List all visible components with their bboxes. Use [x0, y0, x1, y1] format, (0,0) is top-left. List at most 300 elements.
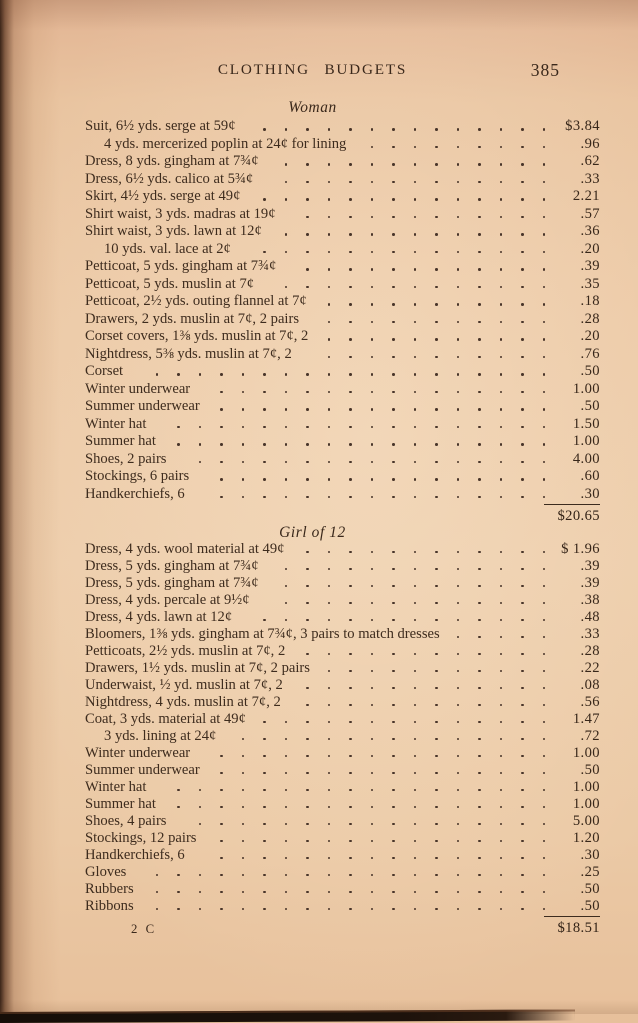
budget-row [85, 660, 600, 677]
leader-dot [457, 755, 460, 758]
leader-dot [349, 286, 352, 289]
leader-dot [478, 163, 481, 166]
item-amount: .50 [580, 881, 600, 897]
leader-dot [349, 478, 352, 481]
leader-dot [435, 391, 438, 394]
leader-dot [285, 426, 288, 429]
leader-dot [392, 461, 395, 464]
leader-dot [199, 461, 202, 464]
leader-dot [521, 619, 524, 622]
leader-dot [457, 551, 460, 554]
leader-dot [478, 408, 481, 411]
leader-dot [371, 268, 374, 271]
leader-dot [306, 216, 309, 219]
budget-row [85, 762, 600, 779]
leader-dot [328, 551, 331, 554]
leader-dot [392, 391, 395, 394]
leader-dot [435, 653, 438, 656]
leader-dot [177, 891, 180, 894]
leader-dot [285, 874, 288, 877]
leader-dot [328, 755, 331, 758]
leader-dot [177, 908, 180, 911]
leader-dot [328, 568, 331, 571]
leader-dot [457, 181, 460, 184]
leader-dot [478, 128, 481, 131]
leader-dot [478, 636, 481, 639]
leader-dot [414, 840, 417, 843]
leader-dot [457, 128, 460, 131]
item-amount: .30 [580, 847, 600, 863]
budget-row [85, 796, 600, 813]
item-amount: .38 [580, 592, 600, 608]
leader-dot [521, 128, 524, 131]
leader-dot [263, 721, 266, 724]
leader-dot [457, 233, 460, 236]
leader-dot [414, 216, 417, 219]
leader-dot [435, 198, 438, 201]
leader-dot [349, 823, 352, 826]
leader-dot [306, 585, 309, 588]
leader-dot [500, 128, 503, 131]
leader-dot [371, 443, 374, 446]
leader-dot [478, 391, 481, 394]
section-woman [85, 98, 600, 525]
leader-dot [177, 426, 180, 429]
leader-dot [521, 303, 524, 306]
leader-dot [500, 721, 503, 724]
leader-dot [435, 755, 438, 758]
leader-dot [242, 823, 245, 826]
leader-dot [306, 373, 309, 376]
leader-dot [371, 755, 374, 758]
leader-dot [457, 373, 460, 376]
item-amount: .50 [580, 398, 600, 414]
leader-dot [263, 408, 266, 411]
leader-dot [371, 840, 374, 843]
leader-dot [349, 408, 352, 411]
leader-dot [349, 373, 352, 376]
leader-dot [457, 146, 460, 149]
item-amount: .60 [580, 468, 600, 484]
leader-dot [285, 408, 288, 411]
leader-dot [500, 568, 503, 571]
leader-dot [349, 840, 352, 843]
leader-dot [371, 321, 374, 324]
leader-dot [500, 373, 503, 376]
leader-dot [371, 286, 374, 289]
item-amount: .72 [580, 728, 600, 744]
leader-dot [328, 891, 331, 894]
leader-dot [349, 687, 352, 690]
budget-row [85, 779, 600, 796]
leader-dot [500, 338, 503, 341]
leader-dot [457, 840, 460, 843]
item-label: Corset [85, 363, 124, 379]
item-amount: 1.47 [572, 711, 600, 727]
leader-dot [392, 268, 395, 271]
budget-list-girl [85, 541, 600, 915]
budget-row [85, 398, 600, 416]
leader-dot [478, 373, 481, 376]
leader-dot [457, 687, 460, 690]
leader-dot [392, 128, 395, 131]
leader-dot [371, 908, 374, 911]
leader-dot [285, 461, 288, 464]
leader-dot [242, 373, 245, 376]
leader-dot [457, 585, 460, 588]
leader-dot [328, 461, 331, 464]
leader-dot [435, 478, 438, 481]
leader-dot [414, 619, 417, 622]
leader-dot [220, 755, 223, 758]
budget-row [85, 136, 600, 154]
leader-dot [457, 602, 460, 605]
leader-dot [263, 478, 266, 481]
item-amount: .18 [580, 293, 600, 309]
item-amount: 4.00 [572, 450, 600, 467]
leader-dot [521, 338, 524, 341]
leader-dot [500, 755, 503, 758]
leader-dot [521, 772, 524, 775]
leader-dot [328, 772, 331, 775]
item-amount: .30 [580, 485, 600, 502]
leader-dot [478, 891, 481, 894]
leader-dot [478, 670, 481, 673]
budget-row [85, 188, 600, 206]
budget-row [85, 592, 600, 609]
leader-dot [414, 823, 417, 826]
leader-dot [285, 443, 288, 446]
leader-dot [285, 496, 288, 499]
leader-dot [435, 619, 438, 622]
leader-dot [500, 653, 503, 656]
leader-dot [328, 391, 331, 394]
leader-dot [457, 874, 460, 877]
leader-dot [521, 286, 524, 289]
leader-dot [328, 408, 331, 411]
leader-dot [392, 338, 395, 341]
leader-dot [435, 806, 438, 809]
leader-dot [285, 163, 288, 166]
leader-dot [414, 908, 417, 911]
leader-dot [457, 426, 460, 429]
leader-dot [500, 303, 503, 306]
leader-dot [543, 233, 546, 236]
leader-dot [457, 789, 460, 792]
leader-dot [263, 426, 266, 429]
leader-dot [478, 704, 481, 707]
leader-dot [306, 602, 309, 605]
leader-dot [328, 602, 331, 605]
leader-dot [242, 738, 245, 741]
leader-dot [285, 806, 288, 809]
leader-dot [543, 478, 546, 481]
budget-row [85, 223, 600, 241]
item-amount: .50 [580, 898, 600, 914]
leader-dot [521, 321, 524, 324]
leader-dot [371, 303, 374, 306]
leader-dot [478, 146, 481, 149]
leader-dot [414, 721, 417, 724]
leader-dot [263, 251, 266, 254]
leader-dot [220, 478, 223, 481]
leader-dot [371, 551, 374, 554]
total-row-woman [85, 503, 600, 525]
item-amount: .33 [580, 170, 600, 187]
leader-dot [263, 391, 266, 394]
leader-dot [414, 461, 417, 464]
leader-dot [500, 687, 503, 690]
leader-dot [177, 373, 180, 376]
budget-row [85, 206, 600, 224]
leader-dot [500, 636, 503, 639]
leader-dot [328, 286, 331, 289]
leader-dot [392, 874, 395, 877]
leader-dot [349, 251, 352, 254]
item-amount: $ 1.96 [561, 541, 600, 557]
item-label: Petticoats, 2½ yds. muslin at 7¢, 2 [85, 643, 286, 659]
item-label: Stockings, 6 pairs [85, 468, 190, 484]
leader-dot [349, 233, 352, 236]
section-girl-of-12 [85, 525, 600, 937]
leader-dot [392, 373, 395, 376]
leader-dot [371, 496, 374, 499]
budget-row [85, 171, 600, 189]
running-head: CLOTHING BUDGETS [217, 61, 408, 78]
leader-dot [285, 181, 288, 184]
leader-dot [478, 857, 481, 860]
leader-dot [414, 772, 417, 775]
item-amount: .08 [580, 677, 600, 693]
leader-dot [285, 602, 288, 605]
leader-dot [349, 268, 352, 271]
leader-dot [371, 772, 374, 775]
leader-dot [414, 356, 417, 359]
leader-dot [349, 738, 352, 741]
leader-dot [242, 755, 245, 758]
leader-dot [392, 704, 395, 707]
leader-dot [392, 163, 395, 166]
budget-row [85, 847, 600, 864]
leader-dot [371, 198, 374, 201]
leader-dot [435, 321, 438, 324]
leader-dot [220, 891, 223, 894]
leader-dot [500, 181, 503, 184]
leader-dot [392, 840, 395, 843]
leader-dot [457, 461, 460, 464]
leader-dot [220, 908, 223, 911]
leader-dot [263, 874, 266, 877]
leader-dot [500, 216, 503, 219]
leader-dot [500, 391, 503, 394]
leader-dot [500, 233, 503, 236]
leader-dot [521, 198, 524, 201]
budget-row [85, 643, 600, 660]
leader-dot [177, 806, 180, 809]
leader-dot [521, 356, 524, 359]
leader-dot [500, 146, 503, 149]
item-label: Suit, 6½ yds. serge at 59¢ [85, 118, 236, 134]
item-label: Drawers, 1½ yds. muslin at 7¢, 2 pairs [85, 660, 310, 676]
leader-dot [521, 478, 524, 481]
item-amount: 1.00 [572, 433, 600, 449]
leader-dot [500, 585, 503, 588]
leader-dot [285, 286, 288, 289]
leader-dot [392, 443, 395, 446]
leader-dot [521, 823, 524, 826]
leader-dot [543, 408, 546, 411]
leader-dot [500, 891, 503, 894]
leader-dot [478, 568, 481, 571]
leader-dot [263, 772, 266, 775]
leader-dot [414, 426, 417, 429]
leader-dot [478, 755, 481, 758]
leader-dot [521, 551, 524, 554]
leader-dot [306, 286, 309, 289]
leader-dot [371, 356, 374, 359]
leader-dot [457, 408, 460, 411]
leader-dot [156, 874, 159, 877]
leader-dot [521, 687, 524, 690]
leader-dot [435, 721, 438, 724]
item-amount: .20 [580, 240, 600, 257]
leader-dot [457, 321, 460, 324]
item-label: Underwaist, ½ yd. muslin at 7¢, 2 [85, 677, 283, 693]
leader-dot [521, 373, 524, 376]
leader-dot [371, 857, 374, 860]
leader-dot [199, 908, 202, 911]
leader-dot [414, 551, 417, 554]
leader-dot [500, 908, 503, 911]
item-label: Shirt waist, 3 yds. madras at 19¢ [85, 205, 276, 222]
item-amount: 1.50 [572, 415, 600, 432]
leader-dot [349, 704, 352, 707]
leader-dot [435, 408, 438, 411]
leader-dot [306, 908, 309, 911]
leader-dot [478, 602, 481, 605]
budget-row [85, 416, 600, 434]
leader-dot [414, 874, 417, 877]
leader-dot [242, 789, 245, 792]
leader-dot [478, 216, 481, 219]
item-label: 4 yds. mercerized poplin at 24¢ for lining [104, 135, 347, 152]
leader-dot [242, 461, 245, 464]
leader-dot [543, 373, 546, 376]
leader-dot [306, 874, 309, 877]
item-label: Dress, 4 yds. lawn at 12¢ [85, 609, 233, 625]
item-label: Dress, 4 yds. wool material at 49¢ [85, 541, 285, 557]
leader-dot [521, 840, 524, 843]
leader-dot [414, 857, 417, 860]
leader-dot [328, 321, 331, 324]
signature-mark: 2 C [131, 922, 157, 936]
leader-dot [285, 823, 288, 826]
leader-dot [306, 268, 309, 271]
leader-dot [328, 478, 331, 481]
leader-dot [306, 443, 309, 446]
leader-dot [414, 687, 417, 690]
budget-row [85, 486, 600, 504]
leader-dot [349, 874, 352, 877]
leader-dot [414, 443, 417, 446]
leader-dot [306, 198, 309, 201]
leader-dot [371, 738, 374, 741]
leader-dot [306, 551, 309, 554]
leader-dot [285, 373, 288, 376]
leader-dot [285, 772, 288, 775]
leader-dot [392, 321, 395, 324]
leader-dot [521, 496, 524, 499]
item-amount: 5.00 [572, 813, 600, 829]
leader-dot [543, 198, 546, 201]
leader-dot [220, 408, 223, 411]
item-amount: 1.00 [572, 745, 600, 761]
leader-dot [457, 738, 460, 741]
leader-dot [328, 840, 331, 843]
leader-dot [328, 251, 331, 254]
leader-dot [220, 443, 223, 446]
leader-dot [435, 772, 438, 775]
leader-dot [392, 891, 395, 894]
leader-dot [349, 568, 352, 571]
leader-dot [349, 391, 352, 394]
leader-dot [478, 426, 481, 429]
leader-dot [285, 721, 288, 724]
item-amount: $3.84 [565, 118, 600, 134]
item-label: Petticoat, 5 yds. muslin at 7¢ [85, 275, 255, 292]
leader-dot [199, 806, 202, 809]
leader-dot [478, 721, 481, 724]
leader-dot [457, 198, 460, 201]
leader-dot [156, 908, 159, 911]
leader-dot [521, 857, 524, 860]
leader-dot [371, 653, 374, 656]
leader-dot [242, 426, 245, 429]
leader-dot [414, 163, 417, 166]
leader-dot [371, 891, 374, 894]
leader-dot [478, 687, 481, 690]
leader-dot [349, 338, 352, 341]
leader-dot [242, 874, 245, 877]
leader-dot [457, 356, 460, 359]
leader-dot [414, 755, 417, 758]
budget-row [85, 830, 600, 847]
budget-row [85, 881, 600, 898]
leader-dot [392, 426, 395, 429]
leader-dot [500, 602, 503, 605]
leader-dot [414, 891, 417, 894]
item-label: Petticoat, 2½ yds. outing flannel at 7¢ [85, 293, 307, 309]
leader-dot [521, 181, 524, 184]
leader-dot [435, 687, 438, 690]
budget-row [85, 433, 600, 451]
leader-dot [414, 321, 417, 324]
leader-dot [392, 908, 395, 911]
leader-dot [435, 789, 438, 792]
leader-dot [306, 738, 309, 741]
leader-dot [392, 670, 395, 673]
leader-dot [349, 891, 352, 894]
leader-dot [414, 670, 417, 673]
leader-dot [328, 233, 331, 236]
leader-dot [285, 755, 288, 758]
leader-dot [156, 373, 159, 376]
leader-dot [457, 568, 460, 571]
leader-dot [371, 823, 374, 826]
leader-dot [242, 857, 245, 860]
leader-dot [263, 857, 266, 860]
leader-dot [500, 857, 503, 860]
